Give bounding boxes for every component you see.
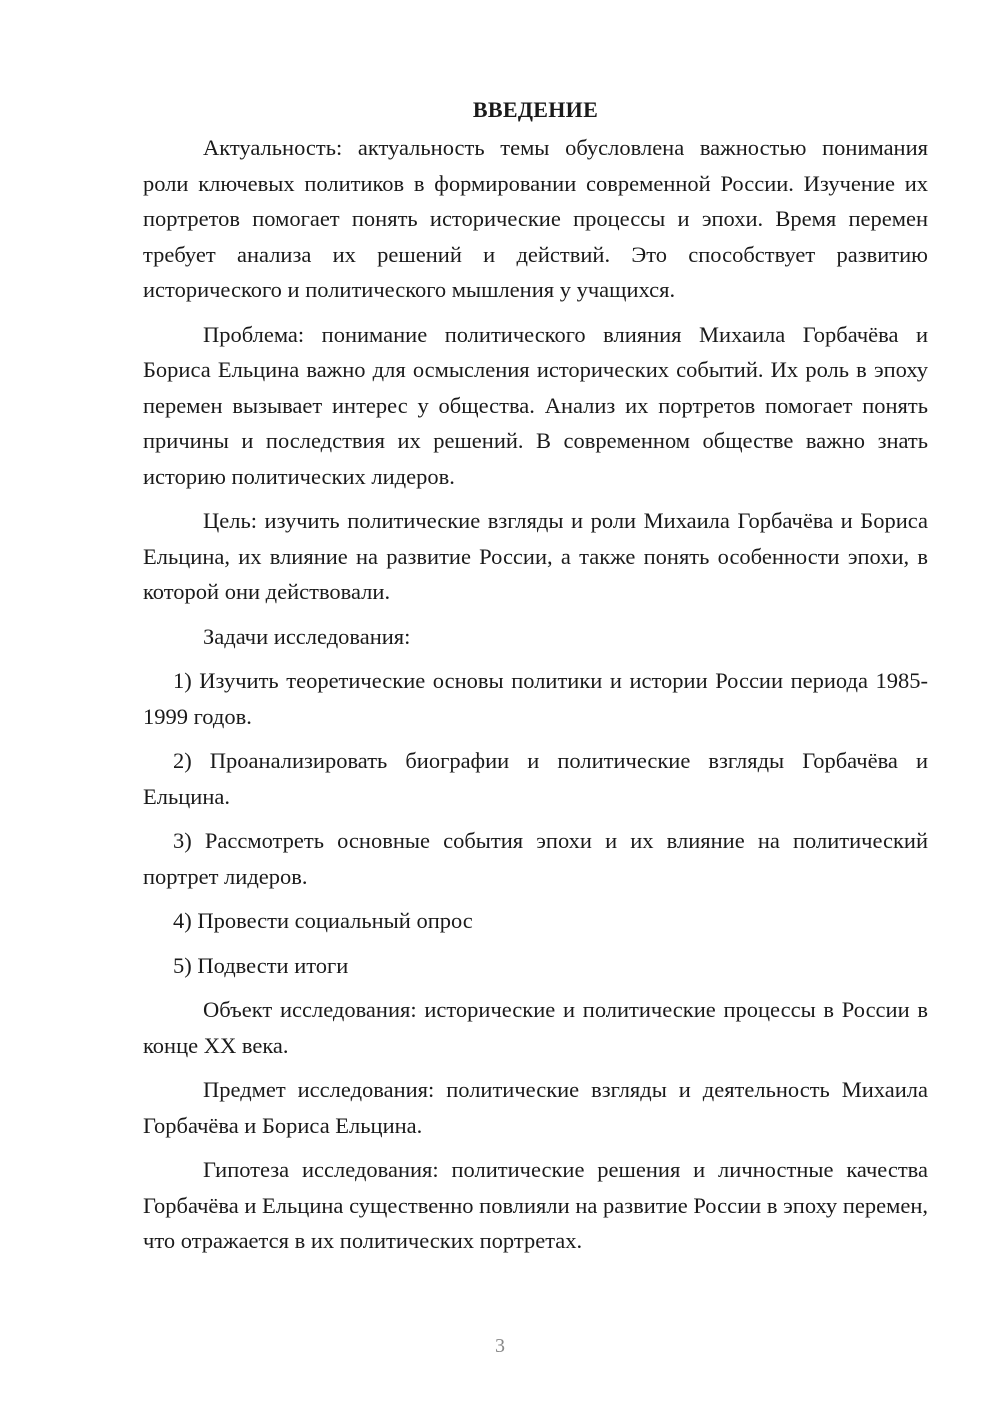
paragraph-hypothesis: Гипотеза исследования: политические решения и личностные качества Горбачёва и Ельцина существенно повлияли на развитие России в эпоху перемен, что отражается в их политических портретах.	[143, 1157, 928, 1253]
list-item: 4) Провести социальный опрос	[173, 908, 473, 933]
document-page	[143, 92, 928, 1268]
paragraph-subject: Предмет исследования: политические взгляды и деятельность Михаила Горбачёва и Бориса Ельцина.	[143, 1077, 928, 1138]
list-item: 3) Рассмотреть основные события эпохи и их влияние на политический портрет лидеров.	[143, 828, 928, 889]
list-item: 1) Изучить теоретические основы политики и истории России периода 1985-1999 годов.	[143, 668, 928, 729]
paragraph-problem: Проблема: понимание политического влияния Михаила Горбачёва и Бориса Ельцина важно для осмысления исторических событий. Их роль в эпоху перемен вызывает интерес у общества. Анализ их портретов помогает понять причины и последствия их решений. В современном обществе важно знать историю политических лидеров.	[143, 321, 928, 489]
tasks-list	[143, 663, 928, 983]
list-item: 2) Проанализировать биографии и политические взгляды Горбачёва и Ельцина.	[143, 748, 928, 809]
page-number: 3	[495, 1335, 505, 1357]
paragraph-tasks-heading: Задачи исследования:	[203, 623, 411, 649]
list-item: 5) Подвести итоги	[173, 952, 349, 978]
paragraph-relevance: Актуальность: актуальность темы обусловлена важностью понимания роли ключевых политиков в формировании современной России. Изучение их портретов помогает понять исторические процессы и эпохи. Время перемен требует анализа их решений и действий. Это способствует развитию исторического и политического мышления у учащихся.	[143, 135, 928, 302]
document-title: ВВЕДЕНИЕ	[472, 97, 599, 122]
paragraph-goal: Цель: изучить политические взгляды и роли Михаила Горбачёва и Бориса Ельцина, их влияние на развитие России, а также понять особенности эпохи, в которой они действовали.	[143, 508, 928, 604]
paragraph-object: Объект исследования: исторические и политические процессы в России в конце XX века.	[143, 997, 928, 1058]
